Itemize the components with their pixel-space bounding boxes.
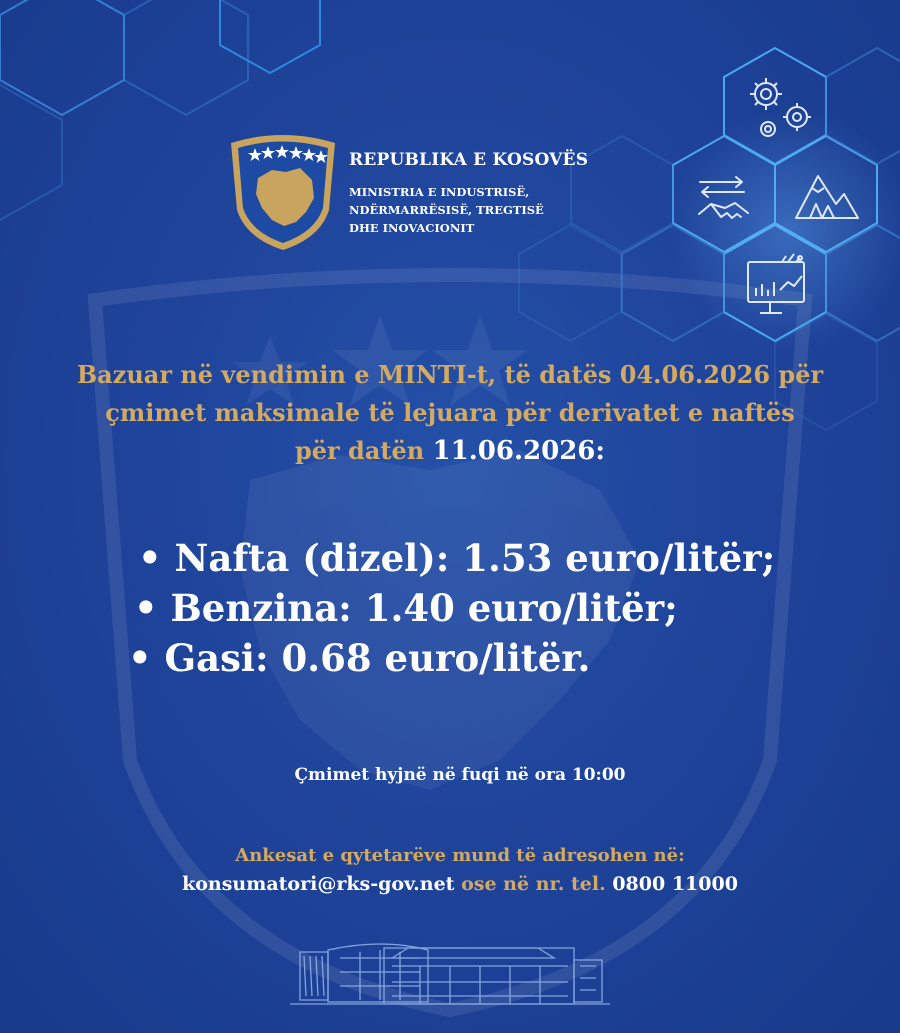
announcement-line: Bazuar në vendimin e MINTI-t, të datës 04.06.2026 për [76, 360, 824, 389]
ministry-name [349, 183, 609, 237]
contact-phone[interactable]: 0800 11000 [612, 873, 738, 895]
date-prefix: për datën [295, 436, 425, 465]
announcement [0, 356, 900, 470]
price-diesel: • Nafta (dizel): 1.53 euro/litër; [138, 536, 776, 580]
announcement-line-date [0, 432, 900, 470]
effective-date: 11.06.2026: [432, 436, 605, 466]
price-gas: • Gasi: 0.68 euro/litër. [128, 636, 591, 680]
contact-email[interactable]: konsumatori@rks-gov.net [182, 873, 455, 895]
announcement-line: çmimet maksimale të lejuara për derivatet e naftës [105, 398, 795, 427]
effective-time: Çmimet hyjnë në fuqi në ora 10:00 [294, 765, 626, 785]
coat-of-arms-icon [231, 135, 335, 250]
ministry-line: MINISTRIA E INDUSTRISË, [349, 185, 530, 199]
ministry-line: NDËRMARRËSISË, TREGTISË [349, 203, 544, 217]
complaints-line: Ankesat e qytetarëve mund të adresohen në: [235, 845, 685, 866]
contact-line [0, 873, 900, 895]
price-petrol: • Benzina: 1.40 euro/litër; [134, 586, 678, 630]
org-name: REPUBLIKA E KOSOVËS [349, 150, 589, 170]
contact-middle: ose në nr. tel. [461, 873, 606, 895]
ministry-line: DHE INOVACIONIT [349, 221, 475, 235]
